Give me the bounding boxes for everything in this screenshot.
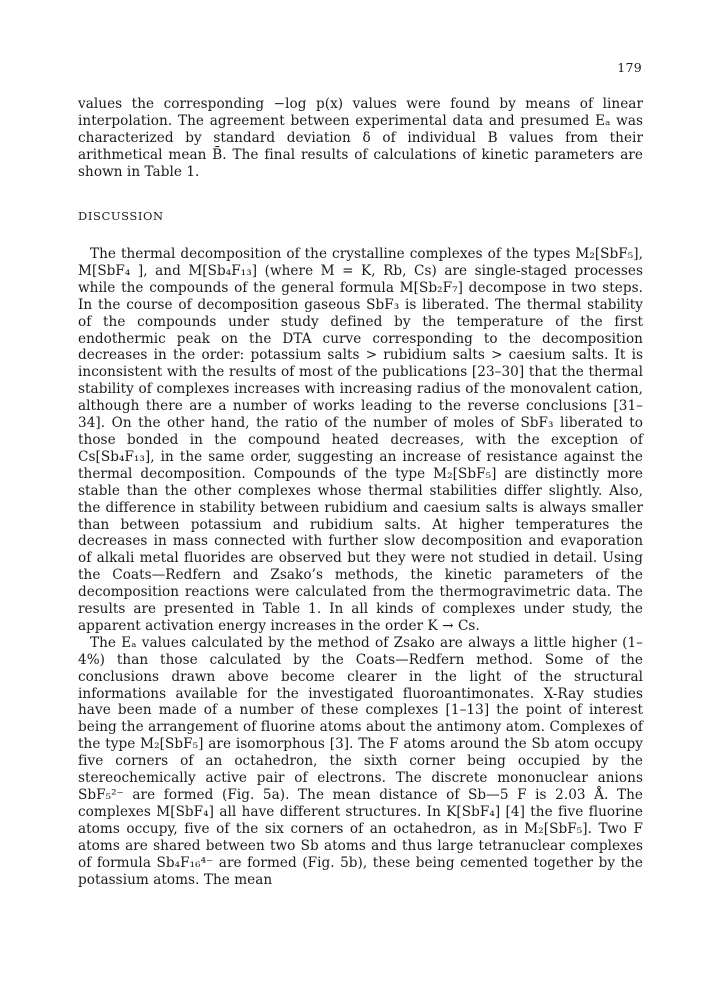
page-number: 179 [617, 60, 642, 75]
intro-text [78, 96, 643, 181]
discussion-paragraph-2: The Eₐ values calculated by the method of Zsako are always a little higher (1–4%) than those calculated by the Coats—Redfern method. Some of the conclusions drawn above become clearer in the light of the structural informations available for the investigated fluoroantimonates. X-Ray studies have been made of a number of these complexes [1–13] the point of interest being the arrangement of fluorine atoms about the antimony atom. Complexes of the type M₂[SbF₅] are isomorphous [3]. The F atoms around the Sb atom occupy five corners of an octahedron, the sixth corner being occupied by the stereochemically active pair of electrons. The discrete mononuclear anions SbF₅²⁻ are formed (Fig. 5a). The mean distance of Sb—5 F is 2.03 Å. The complexes M[SbF₄] all have different structures. In K[SbF₄] [4] the five fluorine atoms occupy, five of the six corners of an octahedron, as in M₂[SbF₅]. Two F atoms are shared between two Sb atoms and thus large tetranuclear complexes of formula Sb₄F₁₆⁴⁻ are formed (Fig. 5b), these being cemented together by the potassium atoms. The mean [78, 634, 643, 888]
discussion-paragraph-1: The thermal decomposition of the crystalline complexes of the types M₂[SbF₅], M[SbF₄ ], and M[Sb₄F₁₃] (where M = K, Rb, Cs) are single-staged processes while the compounds of the general formula M[Sb₂F₇] decompose in two steps. In the course of decomposition gaseous SbF₃ is liberated. The thermal stability of the compounds under study defined by the temperature of the first endothermic peak on the DTA curve corresponding to the decomposition decreases in the order: potassium salts > rubidium salts > caesium salts. It is inconsistent with the results of most of the publications [23–30] that the thermal stability of complexes increases with increasing radius of the monovalent cation, although there are a number of works leading to the reverse conclusions [31–34]. On the other hand, the ratio of the number of moles of SbF₃ liberated to those bonded in the compound heated decreases, with the exception of Cs[Sb₄F₁₃], in the same order, suggesting an increase of resistance against the thermal decomposition. Compounds of the type M₂[SbF₅] are distinctly more stable than the other complexes whose thermal stabilities differ slightly. Also, the difference in stability between rubidium and caesium salts is always smaller than between potassium and rubidium salts. At higher temperatures the decreases in mass connected with further slow decomposition and evaporation of alkali metal fluorides are observed but they were not studied in detail. Using the Coats—Redfern and Zsako’s methods, the kinetic parameters of the decomposition reactions were calculated from the thermogravimetric data. The results are presented in Table 1. In all kinds of complexes under study, the apparent activation energy increases in the order K → Cs. [78, 246, 643, 634]
section-heading: DISCUSSION [78, 209, 164, 223]
intro-paragraph: values the corresponding −log p(x) values were found by means of linear interpolation. The agreement between experimental data and presumed Eₐ was characterized by standard deviation δ of individual B values from their arithmetical mean B̄. The final results of calculations of kinetic parameters are shown in Table 1. [78, 96, 643, 180]
discussion-text [78, 246, 643, 888]
